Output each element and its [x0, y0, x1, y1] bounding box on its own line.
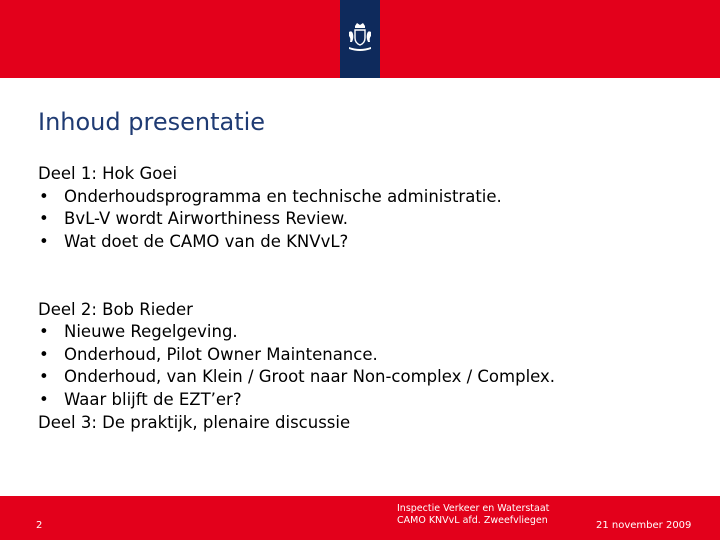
department-name: CAMO KNVvL afd. Zweefvliegen — [397, 515, 548, 526]
logo-strip — [340, 0, 380, 78]
bullet-icon: • — [39, 186, 49, 206]
top-banner — [0, 0, 720, 78]
organisation-info — [397, 503, 549, 527]
bullet-icon: • — [39, 367, 49, 387]
section-heading: Deel 1: Hok Goei — [38, 164, 178, 183]
page-number: 2 — [36, 520, 43, 531]
section-heading: Deel 2: Bob Rieder — [38, 299, 193, 319]
bullet-text: BvL-V wordt Airworthiness Review. — [64, 209, 348, 229]
bullet-text: Onderhoud, van Klein / Groot naar Non-complex / Complex. — [64, 367, 556, 387]
bullet-item — [38, 231, 698, 254]
bullet-icon: • — [39, 231, 49, 251]
bullet-text: Nieuwe Regelgeving. — [64, 322, 238, 342]
bullet-text: Onderhoud, Pilot Owner Maintenance. — [64, 344, 378, 364]
bullet-text: Wat doet de CAMO van de KNVvL? — [64, 231, 349, 251]
bullet-item — [38, 321, 698, 344]
bullet-text: Waar blijft de EZT’er? — [64, 389, 242, 409]
slide-title: Inhoud presentatie — [38, 108, 266, 136]
bullet-icon: • — [39, 322, 49, 342]
bullet-item — [38, 186, 698, 209]
bullet-icon: • — [39, 344, 49, 364]
bullet-item — [38, 366, 698, 389]
section-heading: Deel 3: De praktijk, plenaire discussie — [38, 412, 351, 432]
spacer — [38, 276, 698, 299]
bullet-text: Onderhoudsprogramma en technische administratie. — [64, 186, 502, 206]
presentation-date: 21 november 2009 — [596, 520, 692, 531]
spacer — [38, 253, 698, 276]
organisation-name: Inspectie Verkeer en Waterstaat — [397, 503, 550, 514]
slide-content — [38, 163, 698, 434]
bullet-icon: • — [39, 389, 49, 409]
coat-of-arms-icon — [346, 22, 374, 54]
bullet-item — [38, 208, 698, 231]
bullet-icon: • — [39, 209, 49, 229]
bullet-item — [38, 344, 698, 367]
footer-bar — [0, 496, 720, 540]
bullet-item — [38, 389, 698, 412]
